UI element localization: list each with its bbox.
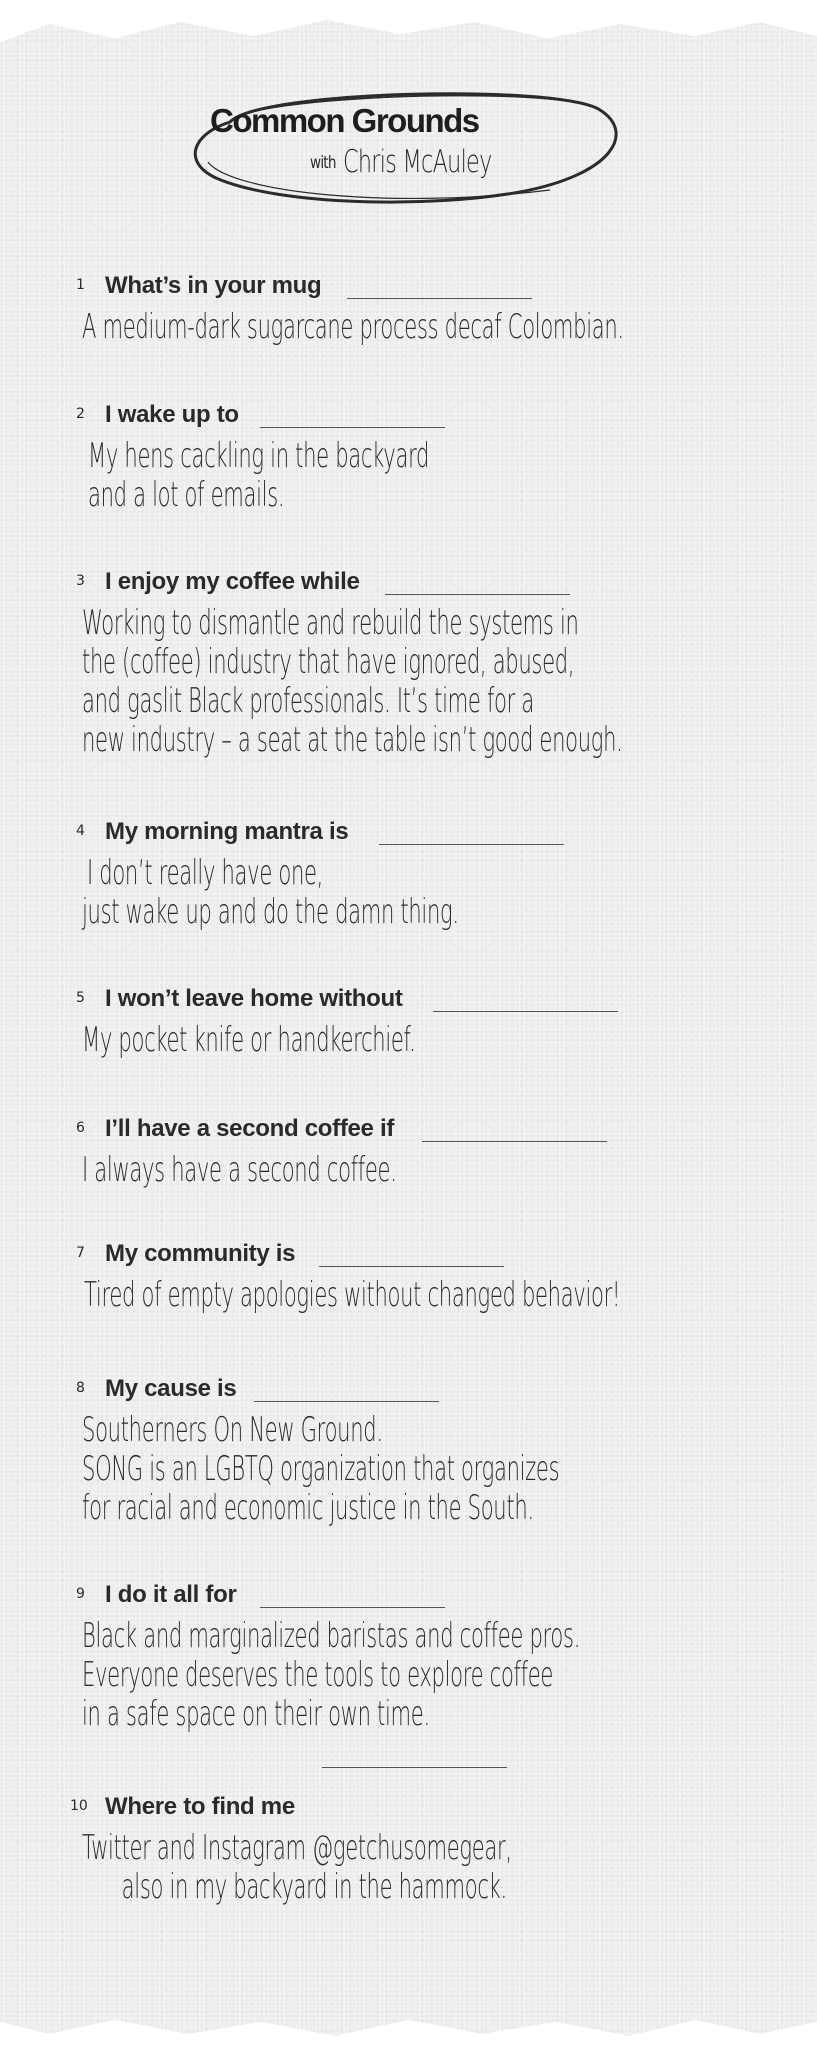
- question-row: [0, 1240, 817, 1270]
- answer-blank-line: [322, 1767, 507, 1768]
- question-row: [0, 1793, 817, 1823]
- answer-line: I always have a second coffee.: [82, 1150, 397, 1190]
- answer-line: Working to dismantle and rebuild the systems in: [82, 603, 579, 643]
- answer-line: Tired of empty apologies without changed behavior!: [84, 1275, 621, 1315]
- answer-line: Southerners On New Ground.: [82, 1410, 383, 1450]
- answer-blank-line: [433, 1011, 618, 1012]
- answer-line: My pocket knife or handkerchief.: [82, 1020, 416, 1060]
- question-text: What’s in your mug: [105, 272, 322, 299]
- answer-text: [82, 1021, 416, 1060]
- question-text: I do it all for: [105, 1581, 237, 1608]
- question-row: [0, 1115, 817, 1145]
- answer-line: in a safe space on their own time.: [82, 1694, 430, 1734]
- answer-text: [82, 308, 624, 347]
- answer-line: and a lot of emails.: [87, 475, 285, 515]
- question-number: 7: [76, 1245, 85, 1261]
- answer-line: for racial and economic justice in the South.: [82, 1488, 534, 1528]
- question-number: 9: [76, 1586, 85, 1602]
- answer-line: My hens cackling in the backyard: [87, 436, 430, 476]
- answer-line: SONG is an LGBTQ organization that organizes: [82, 1449, 560, 1489]
- answer-text: [84, 1276, 620, 1315]
- answer-blank-line: [385, 594, 570, 595]
- answer-blank-line: [260, 1607, 445, 1608]
- question-row: [0, 1375, 817, 1405]
- question-text: Where to find me: [105, 1793, 295, 1820]
- question-text: My community is: [105, 1240, 296, 1267]
- answer-blank-line: [254, 1401, 439, 1402]
- question-text: I’ll have a second coffee if: [105, 1115, 395, 1142]
- question-text: I wake up to: [105, 401, 239, 428]
- answer-blank-line: [347, 298, 532, 299]
- answer-line: Twitter and Instagram @getchusomegear,: [82, 1828, 512, 1868]
- answer-text: [82, 1411, 559, 1528]
- question-text: My morning mantra is: [105, 818, 349, 845]
- answer-text: [82, 1829, 512, 1907]
- answer-line: also in my backyard in the hammock.: [121, 1867, 507, 1907]
- answer-line: Everyone deserves the tools to explore coffee: [82, 1655, 554, 1695]
- subtitle: [310, 144, 549, 180]
- question-text: My cause is: [105, 1375, 237, 1402]
- question-number: 5: [76, 990, 85, 1006]
- header-logo: [190, 82, 630, 212]
- answer-line: Black and marginalized baristas and coffee pros.: [82, 1616, 581, 1656]
- answer-line: I don’t really have one,: [86, 853, 324, 893]
- question-text: I won’t leave home without: [105, 985, 403, 1012]
- answer-blank-line: [379, 844, 564, 845]
- answer-line: new industry – a seat at the table isn’t good enough.: [82, 720, 623, 760]
- answer-text: [82, 604, 623, 760]
- answer-line: and gaslit Black professionals. It’s time for a: [82, 681, 535, 721]
- interviewee-name: Chris McAuley: [342, 144, 492, 180]
- answer-line: A medium-dark sugarcane process decaf Colombian.: [82, 307, 624, 347]
- answer-text: [83, 437, 429, 515]
- answer-text: [82, 1617, 580, 1734]
- page-title: Common Grounds: [210, 102, 479, 139]
- answer-line: just wake up and do the damn thing.: [82, 892, 459, 932]
- with-label: with: [310, 153, 336, 173]
- answer-text: [82, 854, 459, 932]
- question-row: [0, 1581, 817, 1611]
- answer-blank-line: [319, 1266, 504, 1267]
- question-number: 4: [76, 823, 85, 839]
- question-row: [0, 985, 817, 1015]
- answer-blank-line: [260, 427, 445, 428]
- answer-line: the (coffee) industry that have ignored, abused,: [82, 642, 575, 682]
- question-text: I enjoy my coffee while: [105, 568, 360, 595]
- question-number: 3: [76, 573, 85, 589]
- question-row: [0, 568, 817, 598]
- answer-text: [82, 1151, 397, 1190]
- question-number: 10: [70, 1798, 88, 1814]
- answer-blank-line: [422, 1141, 607, 1142]
- question-number: 6: [76, 1120, 85, 1136]
- question-row: [0, 818, 817, 848]
- question-number: 8: [76, 1380, 85, 1396]
- question-number: 1: [76, 277, 85, 293]
- question-row: [0, 401, 817, 431]
- question-number: 2: [76, 406, 85, 422]
- question-row: [0, 272, 817, 302]
